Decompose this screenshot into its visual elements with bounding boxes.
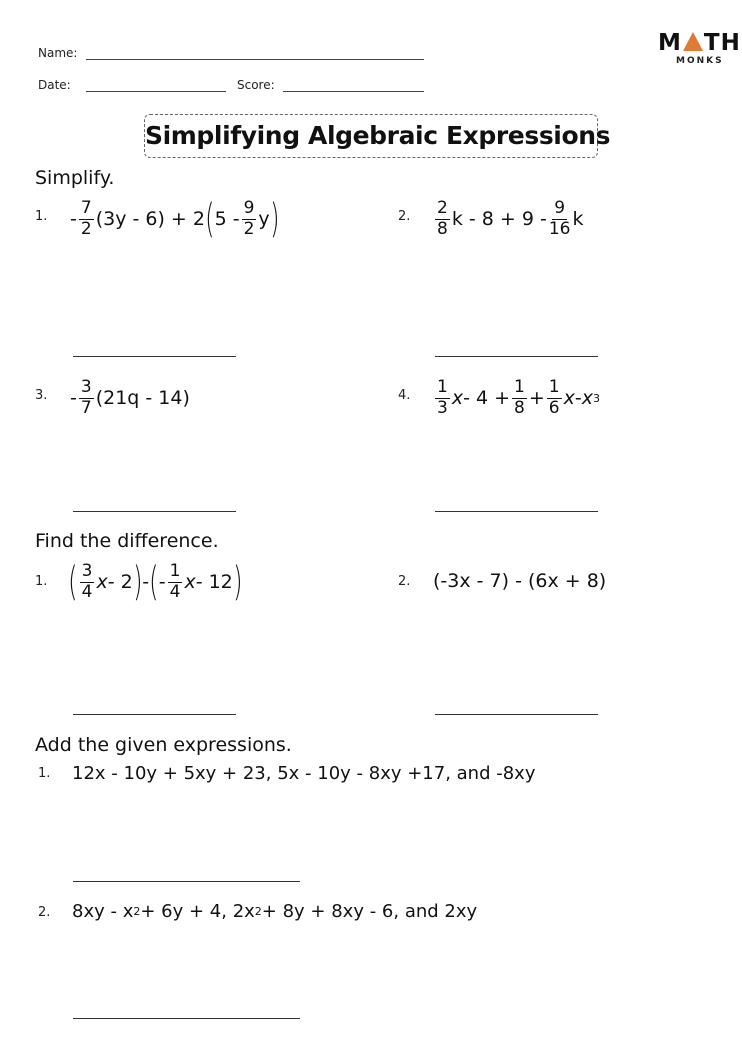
simplify-problem-1: - $\frac{7}{2}$ (3y - 6) + 2 ( 5 - $\frac{9}{2}$ y )	[70, 196, 280, 242]
fraction: $\frac{1}{6}$	[548, 376, 560, 418]
answer-line[interactable]	[73, 511, 236, 512]
answer-line[interactable]	[435, 714, 598, 715]
fraction: $\frac{1}{4}$	[169, 560, 181, 602]
fraction: $\frac{3}{4}$	[81, 560, 93, 602]
problem-number: 1.	[38, 766, 51, 781]
problem-number: 4.	[398, 388, 411, 403]
section-heading-simplify: Simplify.	[35, 167, 115, 189]
answer-line[interactable]	[435, 511, 598, 512]
section-heading-add: Add the given expressions.	[35, 734, 292, 756]
logo	[658, 30, 741, 56]
problem-number: 2.	[38, 905, 51, 920]
add-problem-2: 8xy - x 2 + 6y + 4, 2x 2 + 8y + 8xy - 6, and 2xy	[72, 900, 478, 922]
page-title: Simplifying Algebraic Expressions	[145, 121, 611, 150]
simplify-problem-2: $\frac{2}{8}$ k - 8 + 9 - $\frac{9}{16}$ k	[437, 197, 584, 239]
problem-number: 3.	[35, 388, 48, 403]
add-problem-1: 12x - 10y + 5xy + 23, 5x - 10y - 8xy +17, and -8xy	[72, 762, 536, 784]
simplify-problem-4: $\frac{1}{3}$ x - 4 + $\frac{1}{8}$ + $\frac{1}{6}$ x - x 3	[437, 376, 600, 418]
fraction: $\frac{9}{16}$	[548, 197, 571, 239]
answer-line[interactable]	[435, 356, 598, 357]
fraction: $\frac{3}{7}$	[80, 376, 92, 418]
answer-line[interactable]	[73, 1018, 300, 1019]
fraction: $\frac{9}{2}$	[243, 197, 255, 239]
difference-problem-1: ( $\frac{3}{4}$ x - 2 ) - ( - $\frac{1}{4}$ x - 12 )	[68, 559, 243, 605]
answer-line[interactable]	[73, 714, 236, 715]
logo-triangle-icon	[683, 32, 703, 51]
fraction: $\frac{2}{8}$	[437, 197, 448, 239]
date-label: Date:	[38, 78, 71, 92]
name-field[interactable]	[86, 59, 424, 60]
difference-problem-2: (-3x - 7) - (6x + 8)	[433, 570, 607, 592]
fraction: $\frac{1}{8}$	[514, 376, 525, 418]
section-heading-difference: Find the difference.	[35, 530, 219, 552]
score-label: Score:	[237, 78, 275, 92]
score-field[interactable]	[283, 91, 424, 92]
title-box	[144, 114, 611, 158]
logo-text-left: M	[658, 30, 682, 56]
logo-text-right: TH	[703, 30, 741, 56]
problem-number: 1.	[35, 209, 48, 224]
fraction: $\frac{1}{3}$	[437, 376, 448, 418]
logo-subtitle: MONKS	[676, 56, 724, 66]
answer-line[interactable]	[73, 881, 300, 882]
name-label: Name:	[38, 46, 78, 60]
date-field[interactable]	[86, 91, 226, 92]
simplify-problem-3: - $\frac{3}{7}$ (21q - 14)	[70, 376, 190, 418]
problem-number: 1.	[35, 574, 48, 589]
problem-number: 2.	[398, 209, 411, 224]
answer-line[interactable]	[73, 356, 236, 357]
fraction: $\frac{7}{2}$	[80, 197, 92, 239]
problem-number: 2.	[398, 574, 411, 589]
